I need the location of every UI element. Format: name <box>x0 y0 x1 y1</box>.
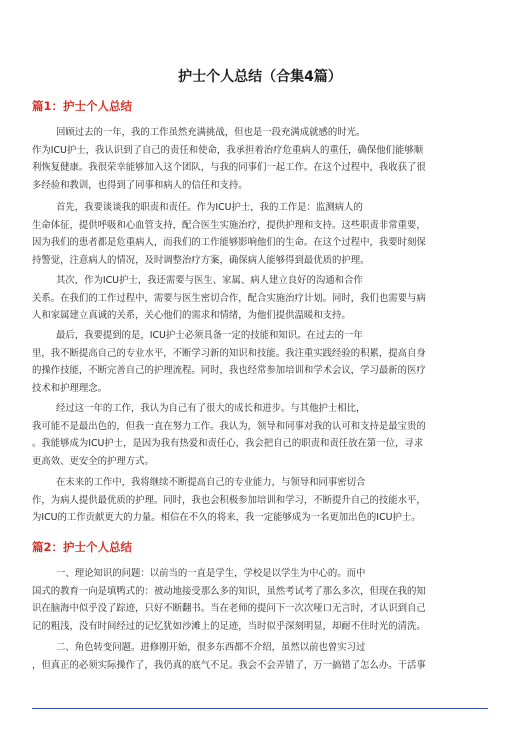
section-1-paragraph-2 <box>32 199 488 269</box>
paragraph-line: 的操作技能，不断完善自己的护理流程。同时，我也经常参加培训和学术会议，学习最新的医疗 <box>32 365 426 377</box>
paragraph-line: 更高效、更安全的护理方式。 <box>32 455 154 467</box>
paragraph-line: 我可能不是最出色的，但我一直在努力工作。我认为，领导和同事对我的认可和支持是最宝贵的 <box>32 420 426 432</box>
section-1-heading: 篇1：护士个人总结 <box>32 99 133 113</box>
paragraph-line: 回顾过去的一年，我的工作虽然充满挑战，但也是一段充满成就感的时光。 <box>56 127 366 138</box>
paragraph-line: 国式的教育一向是填鸭式的：被动地接受那么多的知识，虽然考试考了那么多次，但现在我的知 <box>32 585 426 597</box>
paragraph-line: 在未来的工作中，我将继续不断提高自己的专业能力，与领导和同事密切合 <box>56 477 366 488</box>
paragraph-line: ，但真正的必须实际操作了，我仍真的底气不足。我会不会弄错了，万一搞错了怎么办。干活事 <box>32 659 426 671</box>
paragraph-line: 经过这一年的工作，我认为自己有了很大的成长和进步。与其他护士相比， <box>56 403 366 414</box>
paragraph-line: 二、角色转变问题。进修刚开始，很多东西都不介绍，虽然以前也曾实习过 <box>56 642 366 653</box>
document-title: 护士个人总结（合集4篇） <box>178 69 342 85</box>
section-1-paragraph-4 <box>32 327 488 397</box>
paragraph-line: 记的粗浅，没有时间经过的记忆犹如沙滩上的足迹，当时似乎深刻明显，却耐不住时光的清洗。 <box>32 620 426 632</box>
paragraph-line: 关系。在我们的工作过程中，需要与医生密切合作，配合实施治疗计划。同时，我们也需要与病 <box>32 292 426 304</box>
paragraph-line: 因为我们的患者都是危重病人，而我们的工作能够影响他们的生命。在这个过程中，我要时刻保 <box>32 237 426 249</box>
section-1-paragraph-5 <box>32 400 488 470</box>
paragraph-line: 技术和护理理念。 <box>32 382 108 394</box>
paragraph-line: 识在脑海中似乎没了踪迹，只好不断翻书。当在老师的提问下一次次哑口无言时，才认识到自己 <box>32 603 426 615</box>
paragraph-line: 持警觉，注意病人的情况，及时调整治疗方案，确保病人能够得到最优质的护理。 <box>32 254 370 266</box>
paragraph-line: 首先，我要谈谈我的职责和责任。作为ICU护士，我的工作是：监测病人的 <box>56 202 363 213</box>
section-1-paragraph-6 <box>32 474 488 527</box>
page-bottom-divider <box>32 708 488 709</box>
paragraph-line: 里，我不断提高自己的专业水平，不断学习新的知识和技能。我注重实践经验的积累，提高自身 <box>32 347 426 359</box>
paragraph-line: 多经验和教训，也得到了同事和病人的信任和支持。 <box>32 179 248 191</box>
paragraph-line: 作为ICU护士，我认识到了自己的责任和使命，我承担着治疗危重病人的重任，确保他们能够顺 <box>32 144 424 156</box>
paragraph-line: 。我能够成为ICU护士，是因为我有热爱和责任心，我会把自己的职责和责任放在第一位，寻求 <box>32 438 424 450</box>
paragraph-line: 其次，作为ICU护士，我还需要与医生、家属、病人建立良好的沟通和合作 <box>56 275 363 286</box>
paragraph-line: 利恢复健康。我很荣幸能够加入这个团队，与我的同事们一起工作。在这个过程中，我收获了很 <box>32 162 426 174</box>
section-1-paragraph-3 <box>32 272 488 325</box>
section-2-heading: 篇2：护士个人总结 <box>32 540 133 554</box>
paragraph-line: 人和家属建立真诚的关系，关心他们的需求和情绪，为他们提供温暖和支持。 <box>32 310 351 322</box>
section-1-paragraph-1 <box>32 124 488 194</box>
paragraph-line: 生命体征，提供呼吸和心血管支持，配合医生实施治疗，提供护理和支持。这些职责非常重要， <box>32 219 426 231</box>
paragraph-line: 为ICU的工作贡献更大的力量。相信在不久的将来，我一定能够成为一名更加出色的ICU护士。 <box>32 512 421 524</box>
paragraph-line: 作，为病人提供最优质的护理。同时，我也会积极参加培训和学习，不断提升自己的技能水平， <box>32 494 426 506</box>
paragraph-line: 最后，我要提到的是，ICU护士必须具备一定的技能和知识。在过去的一年 <box>56 330 363 341</box>
paragraph-line: 一、理论知识的问题：以前当的一直是学生，学校是以学生为中心的。而中 <box>56 568 366 579</box>
section-2-paragraph-2 <box>32 639 488 674</box>
section-2-paragraph-1 <box>32 565 488 635</box>
